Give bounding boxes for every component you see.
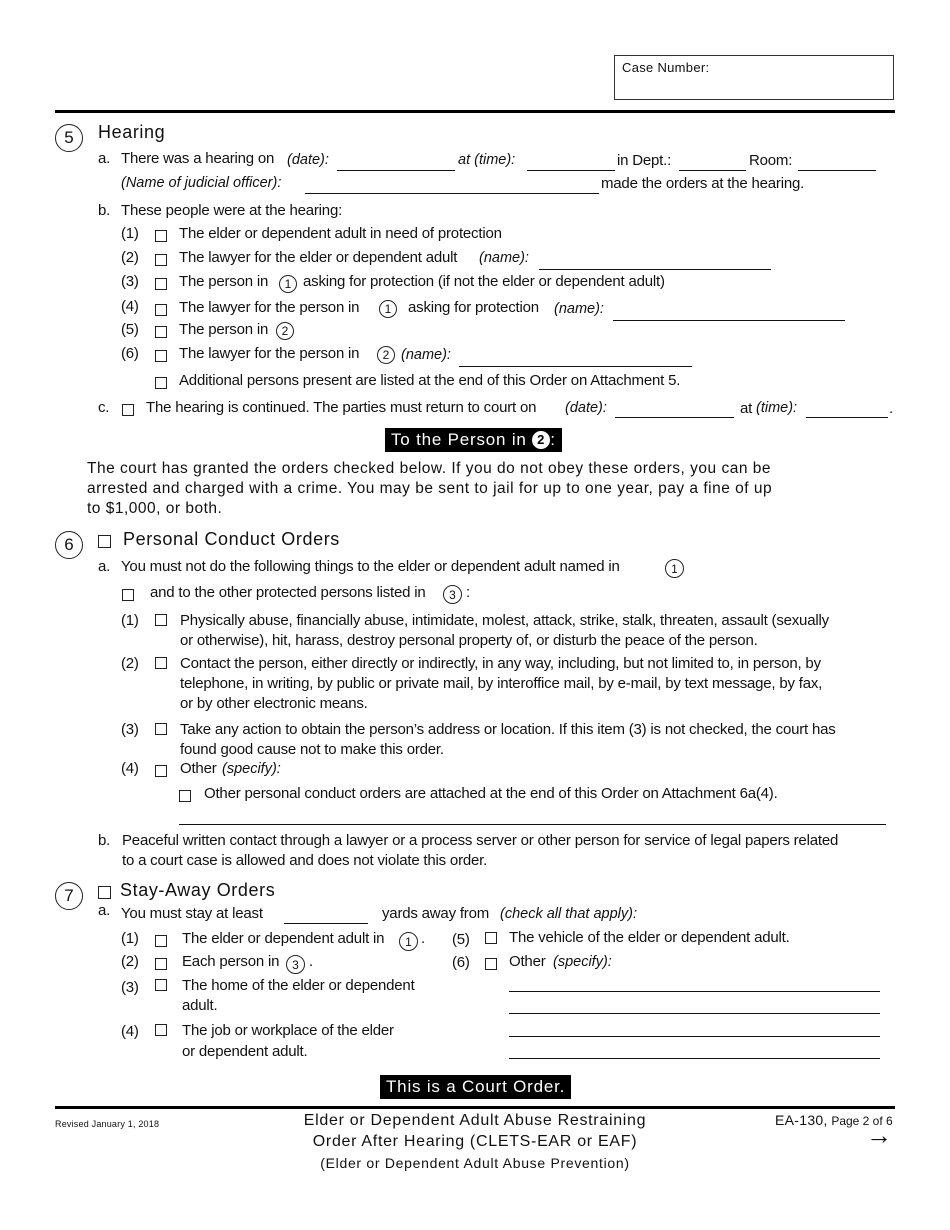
item-6a1-line-2: or otherwise), hit, harass, destroy personal property of, or disturb the peace of the person. bbox=[180, 632, 758, 649]
item-5b6-name-label: (name): bbox=[401, 347, 451, 363]
item-7a6-field-2[interactable] bbox=[509, 1013, 880, 1014]
ref-circle-2: 2 bbox=[377, 346, 395, 364]
checkbox-7a3[interactable] bbox=[155, 979, 167, 991]
page-number: Page 2 of 6 bbox=[831, 1114, 893, 1128]
item-5c-date-label: (date): bbox=[565, 400, 607, 416]
dept-field[interactable] bbox=[679, 170, 746, 171]
judicial-officer-field[interactable] bbox=[305, 193, 599, 194]
form-title-line-1: Elder or Dependent Adult Abuse Restraining bbox=[303, 1112, 647, 1129]
item-7a2-period: . bbox=[309, 953, 313, 970]
checkbox-5b6[interactable] bbox=[155, 350, 167, 362]
item-7a3-line-1: The home of the elder or dependent bbox=[182, 977, 415, 994]
to-the-person-banner bbox=[385, 428, 562, 452]
item-5b5-text: The person in bbox=[179, 321, 269, 338]
checkbox-6a-others[interactable] bbox=[122, 589, 134, 601]
ref-circle-3: 3 bbox=[286, 955, 305, 974]
checkbox-6a1[interactable] bbox=[155, 614, 167, 626]
checkbox-6a3[interactable] bbox=[155, 723, 167, 735]
section-5-title: Hearing bbox=[98, 122, 166, 142]
item-7a5-text: The vehicle of the elder or dependent adult. bbox=[509, 929, 790, 946]
item-5b3-text-a: The person in bbox=[179, 273, 269, 290]
item-5c-text: The hearing is continued. The parties must return to court on bbox=[146, 399, 537, 416]
item-7a1-period: . bbox=[421, 930, 425, 947]
banner-number-badge: 2 bbox=[532, 431, 550, 449]
checkbox-5b-additional[interactable] bbox=[155, 377, 167, 389]
yards-field[interactable] bbox=[284, 923, 368, 924]
checkbox-7a4[interactable] bbox=[155, 1024, 167, 1036]
item-7a1-text: The elder or dependent adult in bbox=[182, 930, 385, 947]
item-5b4-number: (4) bbox=[121, 298, 139, 315]
item-6a-colon: : bbox=[466, 584, 470, 601]
intro-line-2: arrested and charged with a crime. You may be sent to jail for up to one year, pay a fine of up bbox=[87, 480, 773, 497]
item-7a-label: a. bbox=[98, 902, 111, 919]
item-7a6-field-3[interactable] bbox=[509, 1036, 880, 1037]
item-5b1-text: The elder or dependent adult in need of protection bbox=[179, 225, 502, 242]
checkbox-7a1[interactable] bbox=[155, 935, 167, 947]
footer-rule bbox=[55, 1106, 895, 1109]
item-7a3-number: (3) bbox=[121, 979, 139, 996]
item-5a-label: a. bbox=[98, 150, 111, 167]
item-6a1-line-1: Physically abuse, financially abuse, intimidate, molest, attack, strike, stalk, threaten, assault (sexually bbox=[180, 612, 829, 629]
item-6a-label: a. bbox=[98, 558, 111, 575]
item-5b-text: These people were at the hearing: bbox=[121, 202, 343, 219]
hearing-date-field[interactable] bbox=[337, 170, 455, 171]
intro-line-3: to $1,000, or both. bbox=[87, 500, 223, 517]
checkbox-5b1[interactable] bbox=[155, 230, 167, 242]
checkbox-5b2[interactable] bbox=[155, 254, 167, 266]
item-6a4-attachment-text: Other personal conduct orders are attached at the end of this Order on Attachment 6a(4). bbox=[204, 785, 778, 802]
checkbox-6a2[interactable] bbox=[155, 657, 167, 669]
item-7a6-number: (6) bbox=[452, 954, 470, 971]
checkbox-5c[interactable] bbox=[122, 404, 134, 416]
item-5b6-number: (6) bbox=[121, 345, 139, 362]
item-6a-not: not bbox=[185, 558, 206, 575]
item-7a-text-a: You must stay at least bbox=[121, 905, 263, 922]
checkbox-5b3[interactable] bbox=[155, 278, 167, 290]
item-7a6-text: Other bbox=[509, 953, 546, 970]
item-6a-text bbox=[121, 558, 620, 575]
item-7a2-text: Each person in bbox=[182, 953, 280, 970]
item-6a2-line-2: telephone, in writing, by public or private mail, by interoffice mail, by e-mail, by text message, by fax, bbox=[180, 675, 823, 692]
ref-circle-2: 2 bbox=[276, 322, 294, 340]
dept-label: in Dept.: bbox=[617, 152, 672, 169]
ref-circle-3: 3 bbox=[443, 585, 462, 604]
item-7a4-line-1: The job or workplace of the elder bbox=[182, 1022, 394, 1039]
time-label: at (time): bbox=[458, 152, 516, 168]
room-label: Room: bbox=[749, 152, 793, 169]
item-5b2-name-field[interactable] bbox=[539, 269, 771, 270]
item-6a4-specify: (specify): bbox=[222, 761, 281, 777]
item-5b4-text-a: The lawyer for the person in bbox=[179, 299, 360, 316]
case-number-label: Case Number: bbox=[622, 60, 710, 75]
intro-line-1: The court has granted the orders checked below. If you do not obey these orders, you can be bbox=[87, 460, 771, 477]
banner-text: To the Person in bbox=[391, 430, 527, 449]
item-7a4-number: (4) bbox=[121, 1023, 139, 1040]
item-6a3-line-2: found good cause not to make this order. bbox=[180, 741, 444, 758]
item-5b4-name-label: (name): bbox=[554, 301, 604, 317]
hearing-time-field[interactable] bbox=[527, 170, 615, 171]
item-6a-text-a: You must bbox=[121, 558, 182, 575]
date-label: (date): bbox=[287, 152, 329, 168]
form-title-line-3: (Elder or Dependent Adult Abuse Prevention) bbox=[320, 1155, 630, 1171]
item-6b-line-2: to a court case is allowed and does not violate this order. bbox=[122, 852, 488, 869]
ref-circle-1: 1 bbox=[665, 559, 684, 578]
item-6a2-number: (2) bbox=[121, 655, 139, 672]
item-6a-others-text: and to the other protected persons listed in bbox=[150, 584, 426, 601]
item-5c-period: . bbox=[889, 400, 893, 417]
ref-circle-1: 1 bbox=[379, 300, 397, 318]
checkbox-7a5[interactable] bbox=[485, 932, 497, 944]
item-5b3-text-b: asking for protection (if not the elder or dependent adult) bbox=[303, 273, 665, 290]
item-7a3-line-2: adult. bbox=[182, 997, 218, 1014]
item-7a1-number: (1) bbox=[121, 930, 139, 947]
item-7a6-field-1[interactable] bbox=[509, 991, 880, 992]
section-6-title: Personal Conduct Orders bbox=[123, 529, 340, 549]
item-7a6-specify: (specify): bbox=[553, 954, 612, 970]
item-5b5-number: (5) bbox=[121, 321, 139, 338]
item-6a4-specify-field[interactable] bbox=[179, 824, 886, 825]
item-5c-at: at bbox=[740, 400, 753, 417]
form-number: EA-130, bbox=[775, 1112, 828, 1128]
item-6a3-number: (3) bbox=[121, 721, 139, 738]
checkbox-section-6[interactable] bbox=[98, 535, 111, 548]
revised-date: Revised January 1, 2018 bbox=[55, 1119, 160, 1129]
item-7a-text-b: yards away from bbox=[382, 905, 490, 922]
court-order-banner: This is a Court Order. bbox=[380, 1075, 571, 1099]
item-6a2-line-1: Contact the person, either directly or indirectly, in any way, including, but not limited to, in person, by bbox=[180, 655, 821, 672]
item-6b-label: b. bbox=[98, 832, 111, 849]
checkbox-7a6[interactable] bbox=[485, 958, 497, 970]
checkbox-5b4[interactable] bbox=[155, 304, 167, 316]
item-6a-text-b: do the following things to the elder or dependent adult named in bbox=[209, 558, 620, 575]
item-6a4-number: (4) bbox=[121, 760, 139, 777]
item-5b2-number: (2) bbox=[121, 249, 139, 266]
item-5b2-name-label: (name): bbox=[479, 250, 529, 266]
item-7a6-field-4[interactable] bbox=[509, 1058, 880, 1059]
item-5c-label: c. bbox=[98, 399, 110, 416]
checkbox-7a2[interactable] bbox=[155, 958, 167, 970]
item-7a4-line-2: or dependent adult. bbox=[182, 1043, 308, 1060]
item-5b-label: b. bbox=[98, 202, 111, 219]
checkbox-5b5[interactable] bbox=[155, 326, 167, 338]
item-6a4-text: Other bbox=[180, 760, 217, 777]
ref-circle-1: 1 bbox=[399, 932, 418, 951]
item-5b-additional-text: Additional persons present are listed at the end of this Order on Attachment 5. bbox=[179, 372, 681, 389]
section-7-title: Stay-Away Orders bbox=[120, 880, 276, 900]
item-5b1-number: (1) bbox=[121, 225, 139, 242]
judicial-officer-label: (Name of judicial officer): bbox=[121, 175, 282, 191]
case-number-box[interactable] bbox=[614, 55, 894, 100]
item-5b6-text: The lawyer for the person in bbox=[179, 345, 360, 362]
checkbox-section-7[interactable] bbox=[98, 886, 111, 899]
item-6a2-line-3: or by other electronic means. bbox=[180, 695, 368, 712]
item-5c-time-label: (time): bbox=[756, 400, 798, 416]
header-rule bbox=[55, 110, 895, 113]
section-6-number: 6 bbox=[55, 531, 83, 559]
continued-date-field[interactable] bbox=[615, 417, 734, 418]
checkbox-6a4-attachment[interactable] bbox=[179, 790, 191, 802]
item-5b4-text-b: asking for protection bbox=[408, 299, 539, 316]
item-5a-text: There was a hearing on bbox=[121, 150, 275, 167]
judicial-officer-tail: made the orders at the hearing. bbox=[601, 175, 805, 192]
checkbox-6a4[interactable] bbox=[155, 765, 167, 777]
item-5b4-name-field[interactable] bbox=[613, 320, 845, 321]
ref-circle-1: 1 bbox=[279, 275, 297, 293]
item-5b6-name-field[interactable] bbox=[459, 366, 692, 367]
item-6b-line-1: Peaceful written contact through a lawyer or a process server or other person for service of legal papers related bbox=[122, 832, 839, 849]
banner-colon: : bbox=[550, 430, 556, 449]
item-5b2-text: The lawyer for the elder or dependent adult bbox=[179, 249, 458, 266]
item-7a2-number: (2) bbox=[121, 953, 139, 970]
item-5b3-number: (3) bbox=[121, 273, 139, 290]
form-title-line-2: Order After Hearing (CLETS-EAR or EAF) bbox=[312, 1133, 638, 1150]
section-7-number: 7 bbox=[55, 882, 83, 910]
item-7a5-number: (5) bbox=[452, 931, 470, 948]
item-7a-check: (check all that apply): bbox=[500, 906, 638, 922]
next-page-arrow-icon[interactable]: → bbox=[866, 1120, 892, 1150]
room-field[interactable] bbox=[798, 170, 876, 171]
item-6a1-number: (1) bbox=[121, 612, 139, 629]
section-5-number: 5 bbox=[55, 124, 83, 152]
continued-time-field[interactable] bbox=[806, 417, 888, 418]
item-6a3-line-1: Take any action to obtain the person’s address or location. If this item (3) is not checked, the court has bbox=[180, 721, 836, 738]
